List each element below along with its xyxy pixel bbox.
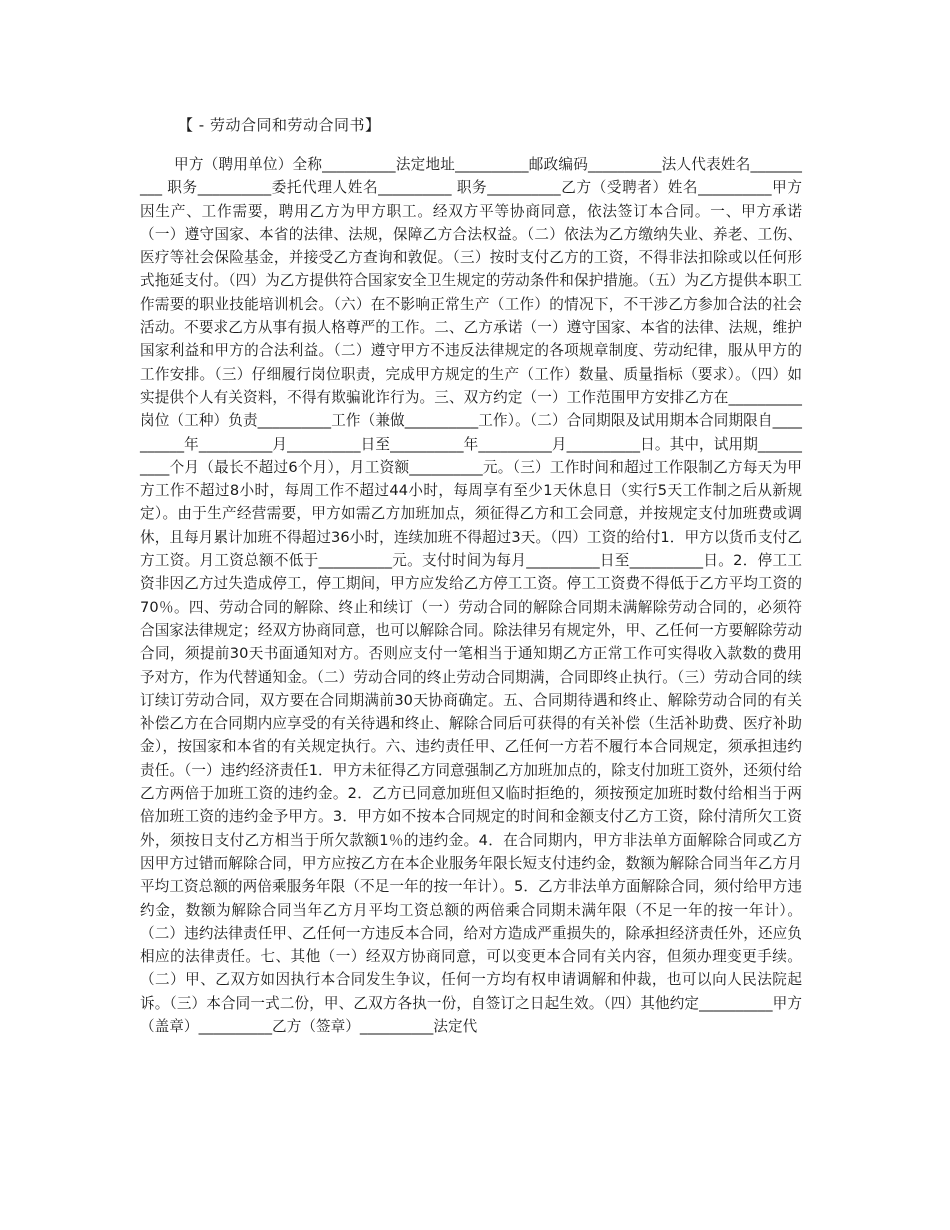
- document-title: 【 - 劳动合同和劳动合同书】: [178, 116, 381, 134]
- document-body: 甲方（聘用单位）全称__________法定地址__________邮政编码__________法人代表姓名__________ 职务__________委托代理人姓名__________ 职务__________乙方（受聘者）姓名__________甲方因生产、工作需要，聘用乙方为甲方职工。经双方平等协商同意，依法签订本合同。一、甲方承诺（一）遵守国家、本省的法律、法规，保障乙方合法权益。（二）依法为乙方缴纳失业、养老、工伤、医疗等社会保险基金，并接受乙方查询和敦促。（三）按时支付乙方的工资，不得非法扣除或以任何形式拖延支付。（四）为乙方提供符合国家安全卫生规定的劳动条件和保护措施。（五）为乙方提供本职工作需要的职业技能培训机会。（六）在不影响正常生产（工作）的情况下，不干涉乙方参加合法的社会活动。不要求乙方从事有损人格尊严的工作。二、乙方承诺（一）遵守国家、本省的法律、法规，维护国家利益和甲方的合法利益。（二）遵守甲方不违反法律规定的各项规章制度、劳动纪律，服从甲方的工作安排。（三）仔细履行岗位职责，完成甲方规定的生产（工作）数量、质量指标（要求）。（四）如实提供个人有关资料，不得有欺骗讹诈行为。三、双方约定（一）工作范围甲方安排乙方在__________岗位（工种）负责__________工作（兼做__________工作）。（二）合同期限及试用期本合同期限自__________年__________月__________日至__________年__________月__________日。其中，试用期__________个月（最长不超过6个月），月工资额__________元。（三）工作时间和超过工作限制乙方每天为甲方工作不超过8小时，每周工作不超过44小时，每周享有至少1天休息日（实行5天工作制之后从新规定）。由于生产经营需要，甲方如需乙方加班加点，须征得乙方和工会同意，并按规定支付加班费或调休，且每月累计加班不得超过36小时，连续加班不得超过3天。（四）工资的给付1．甲方以货币支付乙方工资。月工资总额不低于__________元。支付时间为每月__________日至__________日。2．停工工资非因乙方过失造成停工，停工期间，甲方应发给乙方停工工资。停工工资费不得低于乙方平均工资的70％。四、劳动合同的解除、终止和续订（一）劳动合同的解除合同期未满解除劳动合同的，必须符合国家法律规定；经双方协商同意，也可以解除合同。除法律另有规定外，甲、乙任何一方要解除劳动合同，须提前30天书面通知对方。否则应支付一笔相当于通知期乙方正常工作可实得收入款数的费用予对方，作为代替通知金。（二）劳动合同的终止劳动合同期满，合同即终止执行。（三）劳动合同的续订续订劳动合同，双方要在合同期满前30天协商确定。五、合同期待遇和终止、解除劳动合同的有关补偿乙方在合同期内应享受的有关待遇和终止、解除合同后可获得的有关补偿（生活补助费、医疗补助金），按国家和本省的有关规定执行。六、违约责任甲、乙任何一方若不履行本合同规定，须承担违约责任。（一）违约经济责任1．甲方未征得乙方同意强制乙方加班加点的，除支付加班工资外，还须付给乙方两倍于加班工资的违约金。2．乙方已同意加班但又临时拒绝的，须按预定加班时数付给相当于两倍加班工资的违约金予甲方。3．甲方如不按本合同规定的时间和金额支付乙方工资，除付清所欠工资外，须按日支付乙方相当于所欠款额1％的违约金。4．在合同期内，甲方非法单方面解除合同或乙方因甲方过错而解除合同，甲方应按乙方在本企业服务年限长短支付违约金，数额为解除合同当年乙方月平均工资总额的两倍乘服务年限（不足一年的按一年计）。5．乙方非法单方面解除合同，须付给甲方违约金，数额为解除合同当年乙方月平均工资总额的两倍乘合同期未满年限（不足一年的按一年计）。（二）违约法律责任甲、乙任何一方违反本合同，给对方造成严重损失的，除承担经济责任外，还应负相应的法律责任。七、其他（一）经双方协商同意，可以变更本合同有关内容，但须办理变更手续。（二）甲、乙双方如因执行本合同发生争议，任何一方均有权申请调解和仲裁，也可以向人民法院起诉。（三）本合同一式二份，甲、乙双方各执一份，自签订之日起生效。（四）其他约定__________甲方（盖章）__________乙方（签章）__________法定代: [140, 156, 802, 1035]
